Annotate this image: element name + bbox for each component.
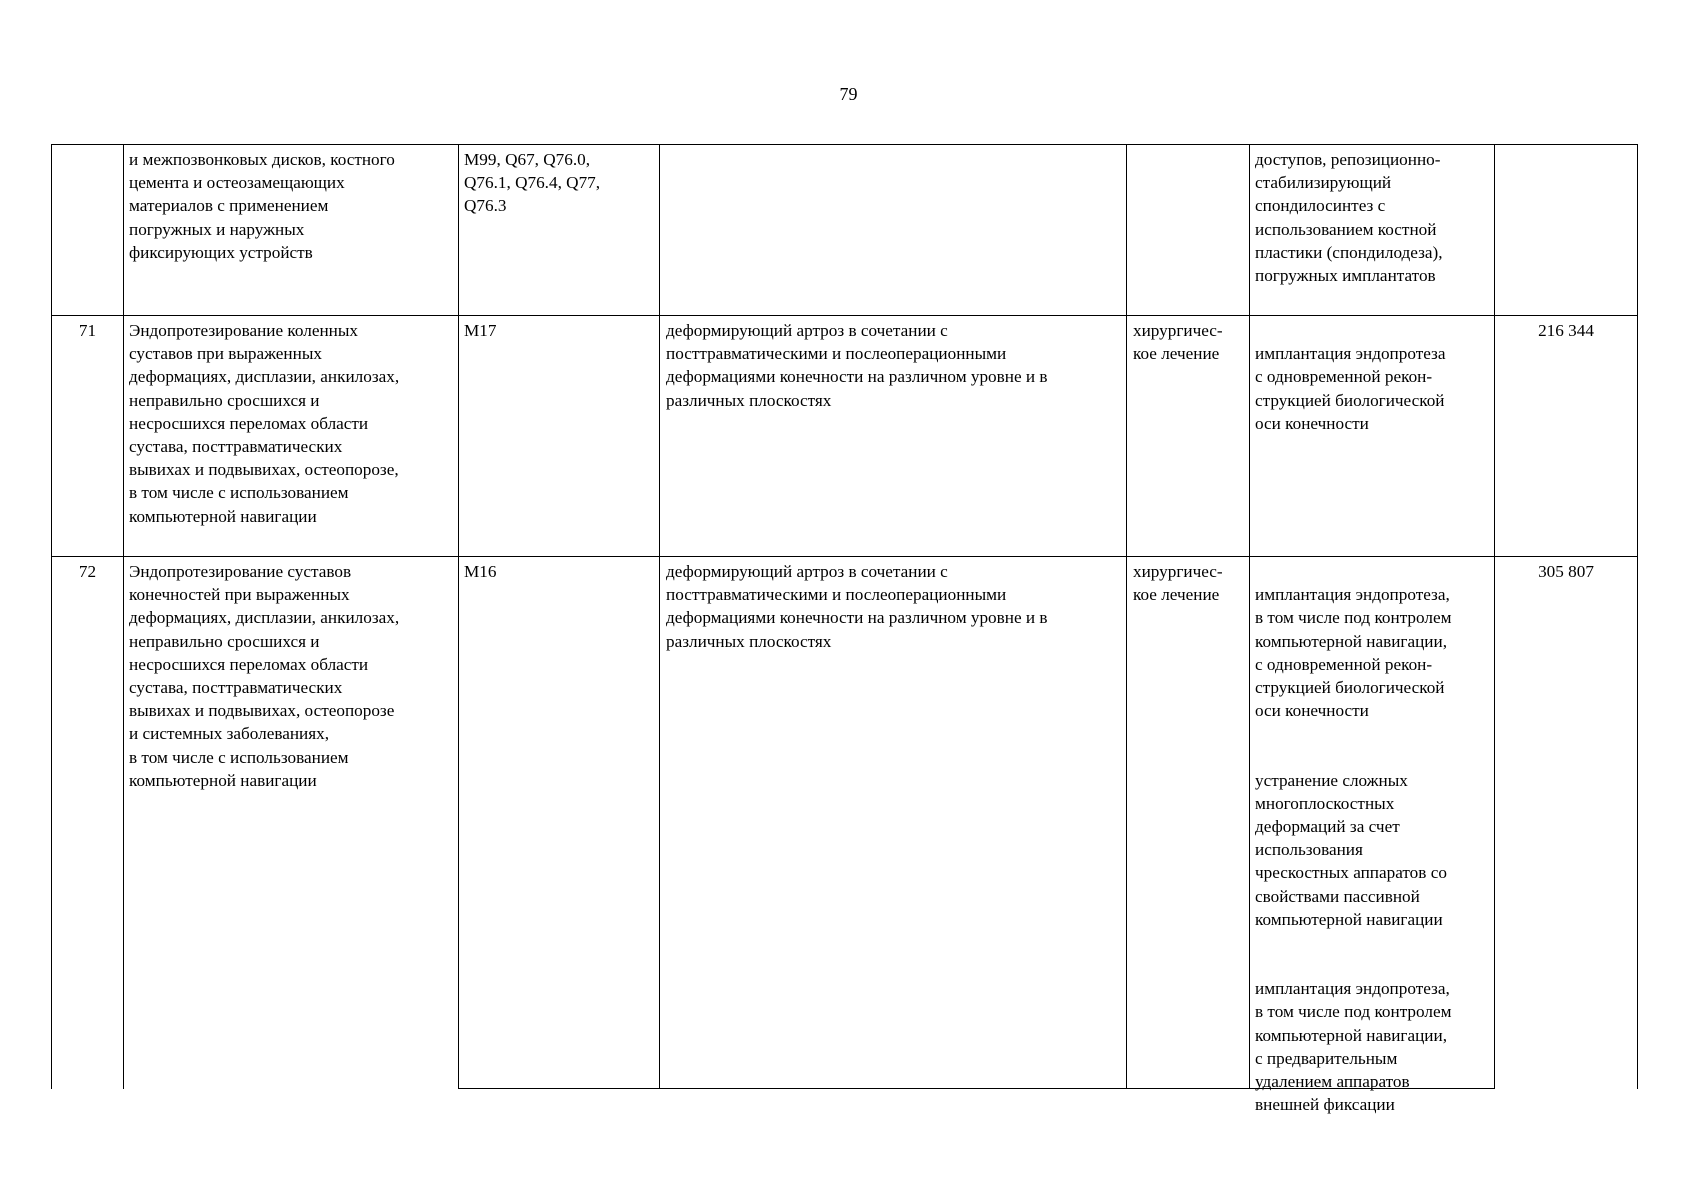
row-cost: 216 344 <box>1538 321 1594 340</box>
method-treatment-item: устранение сложных многоплоскостных деформаций за счет использования чрескостных аппаратов со свойствами пассивной компьютерной навигации <box>1255 770 1447 929</box>
continuation-icd-codes: M99, Q67, Q76.0, Q76.1, Q76.4, Q77, Q76.3 <box>464 150 601 216</box>
row-treatment-type: хирургичес- кое лечение <box>1133 562 1223 605</box>
row-method-treatment <box>1255 560 1491 1140</box>
method-treatment-item: имплантация эндопротеза с одновременной рекон- струкцией биологической оси конечности <box>1255 344 1446 433</box>
column-border <box>1494 144 1495 1089</box>
continuation-method-name: и межпозвонковых дисков, костного цемента и остеозамещающих материалов с применением погружных и наружных фиксирующих устройств <box>129 150 395 262</box>
column-border <box>1126 144 1127 1089</box>
row-treatment-type: хирургичес- кое лечение <box>1133 321 1223 364</box>
row-icd-codes: M17 <box>464 321 497 340</box>
column-border <box>659 144 660 1089</box>
method-treatment-item: имплантация эндопротеза, в том числе под контролем компьютерной навигации, с одновременной рекон- струкцией биологической оси конечности <box>1255 585 1452 721</box>
row-divider <box>51 315 1638 316</box>
row-method-treatment <box>1255 319 1491 458</box>
row-model-patient: деформирующий артроз в сочетании с посттравматическими и послеоперационными деформациями конечности на различном уровне и в различных плоскостях <box>666 562 1048 651</box>
row-cost: 305 807 <box>1538 562 1594 581</box>
continuation-method-treatment: доступов, репозиционно- стабилизирующий спондилосинтез с использованием костной пластики (спондилодеза), погружных имплантатов <box>1255 150 1443 286</box>
column-border <box>1249 144 1250 1089</box>
row-number: 71 <box>78 321 97 340</box>
row-divider <box>51 556 1638 557</box>
row-model-patient: деформирующий артроз в сочетании с посттравматическими и послеоперационными деформациями конечности на различном уровне и в различных плоскостях <box>666 321 1048 410</box>
column-border <box>1637 144 1638 1089</box>
column-border <box>458 144 459 1089</box>
column-border <box>51 144 52 1089</box>
page-number: 79 <box>839 84 858 104</box>
column-border <box>123 144 124 1089</box>
row-method-name: Эндопротезирование суставов конечностей при выраженных деформациях, дисплазии, анкилозах, неправильно сросшихся и несросшихся переломах области сустава, посттравматических вывихах и подвывихах, остеопорозе и системных заболеваниях, в том числе с использованием компьютерной навигации <box>129 562 400 790</box>
row-method-name: Эндопротезирование коленных суставов при выраженных деформациях, дисплазии, анкилозах, неправильно сросшихся и несросшихся переломах области сустава, посттравматических вывихах и подвывихах, остеопорозе, в том числе с использованием компьютерной навигации <box>129 321 400 526</box>
row-number: 72 <box>78 562 97 581</box>
table-top-border <box>51 144 1638 145</box>
method-treatment-item: имплантация эндопротеза, в том числе под контролем компьютерной навигации, с предварительным удалением аппаратов внешней фиксации <box>1255 979 1452 1115</box>
row-icd-codes: M16 <box>464 562 497 581</box>
